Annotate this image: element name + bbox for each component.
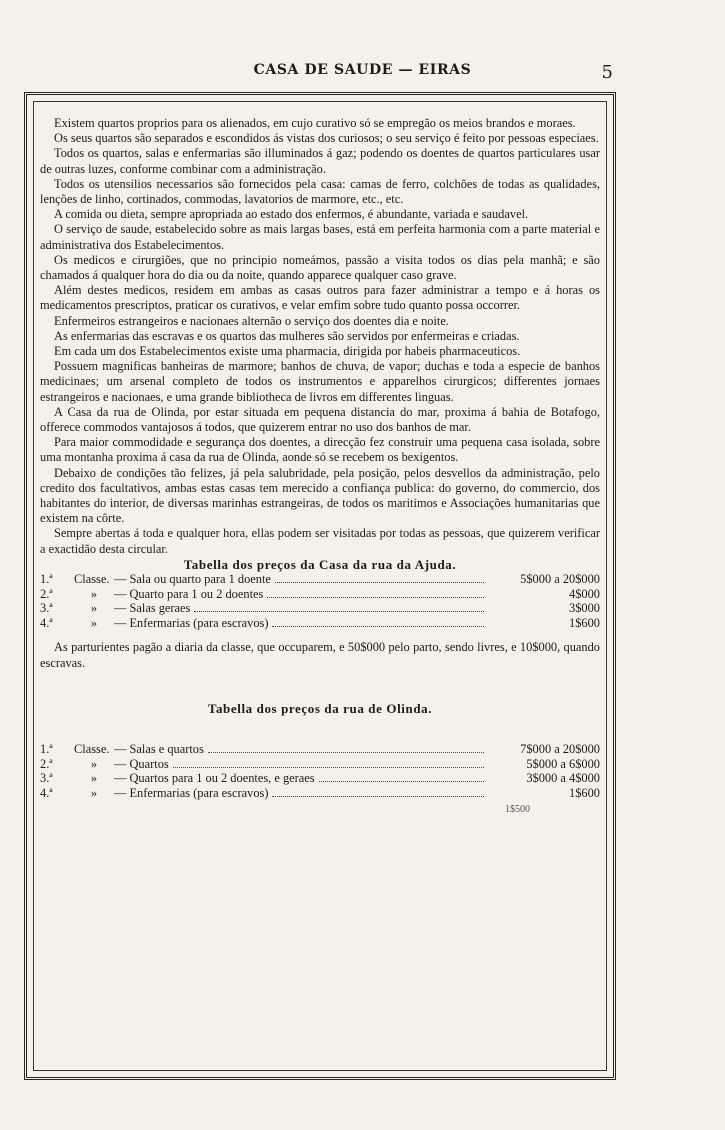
table-row <box>40 572 600 587</box>
price: 7$000 a 20$000 <box>520 742 600 757</box>
table-title-olinda: Tabella dos preços da rua de Olinda. <box>207 700 433 716</box>
class-number: 4.ª <box>40 785 53 800</box>
class-number: 4.ª <box>40 615 53 630</box>
class-label: » <box>90 771 98 786</box>
room-description-text: — Salas geraes <box>114 601 191 616</box>
class-number: 2.ª <box>40 756 53 771</box>
class-number: 3.ª <box>40 771 53 786</box>
table-row <box>40 587 600 602</box>
room-description-text: — Salas e quartos <box>114 742 204 757</box>
dot-leader <box>173 767 484 768</box>
price: 1$600 <box>569 785 600 800</box>
paragraph: As enfermarias das escravas e os quartos das mulheres são servidos por enfermeiras e criadas. <box>54 328 520 343</box>
class-number: 1.ª <box>40 742 53 757</box>
room-description <box>114 742 490 757</box>
class-label: » <box>90 756 98 771</box>
class-label: Classe. <box>74 742 110 757</box>
paragraph: Existem quartos proprios para os alienados, em cujo curativo só se empregão os meios brandos e moraes. <box>54 116 576 130</box>
class-label: » <box>90 586 98 601</box>
table-row <box>40 616 600 631</box>
price: 4$000 <box>569 586 600 601</box>
room-description <box>114 771 490 786</box>
page-number: 5 <box>601 62 613 83</box>
price-table-ajuda <box>40 572 600 630</box>
price: 3$000 <box>569 601 600 616</box>
paragraph: Para maior commodidade e segurança dos doentes, a direcção fez construir uma pequena casa isolada, sobre uma montanha proxima á casa da rua de Olinda, aonde só se recebem os bexigentos. <box>40 435 600 465</box>
page-content <box>40 116 600 818</box>
table-title-ajuda: Tabella dos preços da Casa da rua da Ajuda. <box>183 556 457 572</box>
dot-leader <box>267 597 484 598</box>
class-number: 3.ª <box>40 601 53 616</box>
class-number: 1.ª <box>40 572 53 587</box>
dot-leader <box>319 781 484 782</box>
price: 3$000 a 4$000 <box>526 771 600 786</box>
table-row <box>40 786 600 801</box>
dot-leader <box>272 796 484 797</box>
table-row <box>40 742 600 757</box>
paragraph: A Casa da rua de Olinda, por estar situada em pequena distancia do mar, proxima á bahia de Botafogo, offerece commodos vantajosos á todos, que quizerem entrar no uso dos banhos de mar. <box>40 404 600 435</box>
room-description <box>114 587 490 602</box>
paragraph: A comida ou dieta, sempre apropriada ao estado dos enfermos, é abundante, variada e saudavel. <box>54 207 529 222</box>
paragraph: Além destes medicos, residem em ambas as casas outros para fazer administrar a tempo e á horas os medicamentos prescriptos, praticar os curativos, e velar emfim sobre tudo quanto possa occorrer. <box>40 283 600 313</box>
room-description-text: — Quarto para 1 ou 2 doentes <box>114 586 264 601</box>
class-label: Classe. <box>74 572 110 587</box>
paragraph: Sempre abertas á toda e qualquer hora, ellas podem ser visitadas por todas as pessoas, que quizerem verificar a exactidão desta circular. <box>40 526 600 556</box>
price: 1$600 <box>569 615 600 630</box>
class-label: » <box>90 615 98 630</box>
room-description <box>114 786 490 801</box>
table-row <box>40 757 600 772</box>
running-title: CASA DE SAUDE — EIRAS <box>253 62 472 78</box>
room-description <box>114 572 490 587</box>
paragraph: Os seus quartos são separados e escondidos ás vistas dos curiosos; o seu serviço é feito por pessoas especiaes. <box>54 131 599 146</box>
class-label: » <box>90 601 98 616</box>
dot-leader <box>208 752 484 753</box>
paragraph: Todos os utensilios necessarios são fornecidos pela casa: camas de ferro, colchões de todas as qualidades, lenções de linho, cortinados, commodas, lavatorios de marmore, etc., etc. <box>40 176 600 207</box>
paragraph: Em cada um dos Estabelecimentos existe uma pharmacia, dirigida por habeis pharmaceuticos. <box>54 344 521 359</box>
room-description-text: — Quartos para 1 ou 2 doentes, e geraes <box>114 771 315 786</box>
table-row <box>40 601 600 616</box>
dot-leader <box>275 582 484 583</box>
paragraph: Possuem magnificas banheiras de marmore; banhos de chuva, de vapor; duchas e toda a especie de banhos medicinaes; um arsenal completo de todos os instrumentos e apparelhos cirurgicos; differentes jornaes estrangeiros e nacionaes, e uma grande bibliotheca de livros em differentes linguas. <box>40 359 600 404</box>
price-table-olinda <box>40 742 600 800</box>
room-description-text: — Sala ou quarto para 1 doente <box>114 572 271 587</box>
class-label: » <box>90 785 98 800</box>
paragraph: Os medicos e cirurgiões, que no principio nomeámos, passão a visita todos os dias pela manhã; e são chamados á qualquer hora do dia ou da noite, quando apparece qualquer caso grave. <box>40 252 600 283</box>
parturients-note: As parturientes pagão a diaria da classe, que occuparem, e 50$000 pelo parto, sendo livres, e 10$000, quando escravas. <box>40 640 600 670</box>
class-number: 2.ª <box>40 586 53 601</box>
paragraph: Todos os quartos, salas e enfermarias são illuminados á gaz; podendo os doentes de quartos particulares usar de outras luzes, conforme combinar com a administração. <box>40 146 600 176</box>
paragraph: Enfermeiros estrangeiros e nacionaes alternão o serviço dos doentes dia e noite. <box>54 313 449 328</box>
dot-leader <box>272 626 484 627</box>
price: 5$000 a 6$000 <box>526 756 600 771</box>
dot-leader <box>194 611 484 612</box>
room-description <box>114 601 490 616</box>
page-header <box>0 60 725 86</box>
paragraph: Debaixo de condições tão felizes, já pela salubridade, pela posição, pelos desvellos da administração, pelo credito dos facultativos, ambas estas casas tem merecido a confiança publica: do governo, do commercio, dos habitantes do interior, de diversas marinhas estrangeiras, de todos os maritimos e Associações humanitarias que existem na côrte. <box>40 465 600 526</box>
price: 5$000 a 20$000 <box>520 572 600 587</box>
room-description-text: — Enfermarias (para escravos) <box>114 615 269 630</box>
room-description <box>114 757 490 772</box>
table-row <box>40 771 600 786</box>
paragraph: O serviço de saude, estabelecido sobre as mais largas bases, está em perfeita harmonia com a parte material e administrativa dos Estabelecimentos. <box>40 222 600 252</box>
handwritten-price-note: 1$500 <box>505 804 530 816</box>
room-description <box>114 616 490 631</box>
room-description-text: — Enfermarias (para escravos) <box>114 785 269 800</box>
room-description-text: — Quartos <box>114 756 169 771</box>
